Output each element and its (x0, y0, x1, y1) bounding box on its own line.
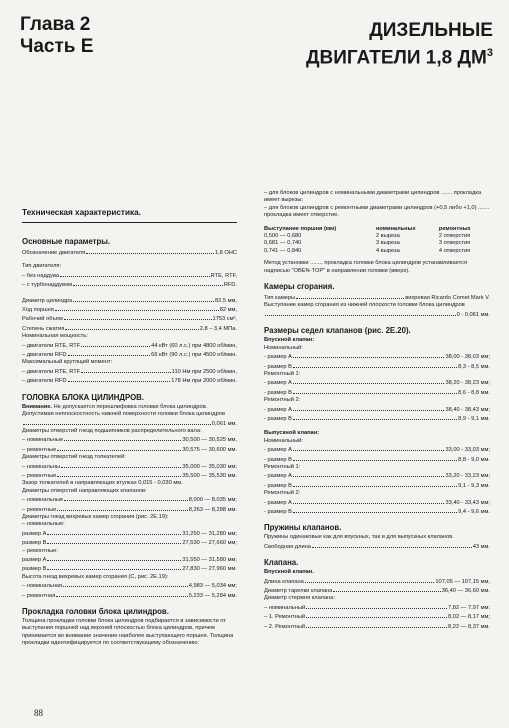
dot-leader (333, 586, 440, 592)
spec-value: 31,550 — 31,580 мм; (182, 557, 237, 563)
spec-row (22, 591, 237, 600)
spec-label: – номинальные (22, 437, 64, 444)
spec-value: 4,983 — 5,034 мм; (188, 583, 237, 590)
spec-row (22, 305, 237, 314)
spec-row (264, 481, 490, 490)
dot-leader (81, 341, 150, 347)
gasket-text: Толщина прокладки головки блока цилиндров подбирается в зависимости от выступания поршней над верхней плоскостью блока цилиндров, причем принимается во внимание значение наиболее выступающего поршня. Толщина прокладки идентифицируется по соответствующему обозначению: (22, 618, 234, 647)
spec-label: - размер A (264, 447, 292, 454)
spec-value: 107,05 — 107,15 мм, (435, 578, 490, 585)
spec-label: Обозначение двигателя (22, 250, 86, 256)
dot-leader (73, 280, 223, 286)
guide-gap-text: Зазор толкателей в направляющих втулках 0,015 - 0,030 мм. (22, 480, 183, 487)
spec-value: 7,82 — 7,97 мм; (448, 604, 490, 611)
spec-row (264, 542, 490, 551)
dot-leader (65, 324, 198, 330)
spec-row (264, 445, 490, 454)
dot-leader (61, 462, 181, 468)
spec-label: - размер B (264, 389, 292, 396)
identification-text: – для блоков цилиндров с ремонтными диаметрами цилиндров (+0,5 либо +1,0) (264, 204, 477, 211)
spec-row (264, 378, 490, 387)
dot-leader (296, 293, 404, 299)
table-cell: 0,681 — 0,740 (264, 240, 302, 247)
seats-title: Размеры седел клапанов (рис. 2E.20). (264, 326, 411, 336)
spec-value: 110 Нм при 2500 об/мин, (171, 368, 237, 375)
spec-row (264, 507, 490, 516)
spec-row (22, 538, 237, 547)
spec-value: 8,8 - 9,0 мм. (458, 456, 490, 463)
flatness-text: Допустимая неплоскостность нижней поверхности головки блока цилиндров (22, 411, 225, 418)
dot-leader (293, 455, 457, 461)
dot-leader (306, 603, 447, 609)
spec-row (22, 248, 237, 257)
dot-leader (57, 505, 187, 511)
height-text: Высота гнезд вихревых камер сгорания (C, рис. 2E.19): (22, 573, 169, 580)
dot-leader (293, 362, 457, 368)
page-number: 88 (34, 708, 43, 718)
chambers-text: Выступание камер сгорания из нижней плоскости головки блока цилиндров (264, 302, 465, 309)
spec-label: - размер B (264, 482, 292, 489)
dot-leader (265, 310, 456, 316)
table-row (264, 248, 490, 255)
flatness-row (22, 419, 237, 428)
spec-value: 30,575 — 30,600 мм. (182, 446, 237, 453)
spec-label: - размер A (264, 499, 292, 506)
spec-value: 30,500 — 30,525 мм, (182, 437, 237, 444)
dot-leader (64, 495, 188, 501)
method-text: Метод установки ........ прокладка головки блока цилиндров устанавливается надписью "OBEN-TOP" в направлении головки (вверх). (264, 260, 468, 274)
spec-value: RFD. (223, 282, 237, 289)
identification-text: – для блоков цилиндров с номинальными диаметрами цилиндров (264, 190, 440, 196)
spec-label: – ремонтные (22, 506, 57, 513)
spec-label: – номинальная (22, 583, 63, 590)
spec-label: - размер A (264, 406, 292, 413)
spec-row (22, 367, 237, 376)
spec-value: 9,4 - 9,6 мм. (458, 509, 490, 515)
spec-label: размер B (22, 566, 47, 573)
spec-value: 2,8 – 3,4 МПа. (199, 325, 237, 332)
chambers-title: Камеры сгорания. (264, 282, 335, 292)
spec-label: – двигатели RTE, RTF (22, 342, 81, 349)
spec-row (22, 314, 237, 323)
title-line-1: ДИЗЕЛЬНЫЕ (369, 20, 493, 41)
spec-value: 82,5 мм, (214, 297, 237, 304)
spec-value: 31,250 — 31,280 мм; (182, 530, 237, 537)
table-cell: 4 отверстия (438, 247, 471, 254)
gasket-title: Прокладка головки блока цилиндров. (22, 607, 169, 617)
piston-table (264, 226, 490, 256)
right-column (264, 190, 490, 631)
dot-leader (68, 376, 171, 382)
valves-subtitle: Впускной клапан. (264, 569, 314, 576)
dot-leader (293, 405, 445, 411)
exhaust-title: Выпускной клапан: (264, 430, 320, 437)
table-header-row (264, 226, 490, 233)
spec-label: – двигатели RFD (22, 352, 67, 359)
dot-leader (293, 498, 445, 504)
power-heading: Номинальная мощность: (22, 333, 88, 340)
spec-value: 8,9 - 9,1 мм. (458, 415, 490, 422)
table-cell: 3 выреза (375, 240, 400, 247)
note-text: Не допускается перешлифовка головки блока цилиндров. (53, 403, 208, 410)
group-name: Ремонтный 2: (264, 490, 301, 497)
tappet-text: Диаметры отверстий гнезд толкателей: (22, 454, 126, 461)
spec-row (264, 498, 490, 507)
title-line-2-text: ДВИГАТЕЛИ 1,8 ДМ (306, 47, 487, 69)
spec-label: Свободная длина (264, 543, 311, 550)
spec-value: 38,00 - 38,03 мм; (445, 354, 490, 361)
spec-label: Ход поршня (22, 307, 54, 314)
stem-heading: Диаметр стержня клапана: (264, 595, 335, 602)
title-line-2 (306, 42, 493, 69)
group-name: Ремонтный 2: (264, 397, 301, 404)
gasket-identification: – для блоков цилиндров с номинальными диаметрами цилиндров ....... прокладка имеет вырезы; (264, 190, 482, 204)
identification-value: прокладка имеет отверстие. (264, 212, 339, 219)
spec-value: 8,3 - 8,5 мм. (458, 363, 490, 370)
spec-label: - размер A (264, 473, 292, 480)
table-cell: 0,741 — 0,840 (264, 247, 302, 254)
spec-row (264, 586, 490, 595)
spec-row (22, 505, 237, 514)
spec-row (264, 455, 490, 464)
dot-leader (47, 555, 181, 561)
spec-label: - размер B (264, 456, 292, 463)
spec-row (22, 564, 237, 573)
spec-value: 35,500 — 35,530 мм. (182, 472, 237, 479)
chambers-value: 0 - 0,061 мм. (456, 311, 490, 318)
spec-value: 36,40 — 36,60 мм. (441, 588, 490, 595)
dot-leader (81, 367, 170, 373)
spec-row (22, 296, 237, 305)
spec-value: 8,000 — 8,035 мм; (188, 497, 237, 504)
spec-row (264, 471, 490, 480)
spec-row (22, 341, 237, 350)
dot-leader (293, 481, 457, 487)
spec-label: – 1. Ремонтный (264, 614, 305, 621)
spec-row (22, 280, 237, 289)
spec-label: Диаметр тарелки клапана (264, 588, 333, 595)
tech-title: Техническая характеристика. (22, 208, 141, 217)
dot-leader (293, 352, 445, 358)
spec-row (22, 271, 237, 280)
spec-row (22, 495, 237, 504)
chambers-value-row (264, 310, 490, 319)
dot-leader (293, 378, 445, 384)
left-column (22, 230, 237, 648)
spec-value: 33,00 - 33,03 мм; (445, 447, 490, 454)
group-name: Номинальный: (264, 344, 303, 351)
spec-label: размер A (22, 530, 47, 537)
spec-label: - размер B (264, 415, 292, 422)
spec-value: 38,40 - 38,43 мм; (445, 406, 490, 413)
spec-value: 38,20 - 38,23 мм; (445, 380, 490, 387)
spec-row (22, 529, 237, 538)
spec-row (264, 352, 490, 361)
spec-row (264, 603, 490, 612)
spec-row (264, 405, 490, 414)
spec-value: 8,02 — 8,17 мм; (448, 614, 490, 621)
spec-row (22, 462, 237, 471)
spec-value: 8,263 — 8,288 мм. (188, 506, 237, 513)
gasket-identification: – для блоков цилиндров с ремонтными диаметрами цилиндров (+0,5 либо +1,0) ....... прокладка имеет отверстие. (264, 204, 490, 219)
spec-label: – номинальные (22, 497, 64, 504)
spec-label: – ремонтные (22, 472, 57, 479)
flatness-value: 0,061 мм. (211, 420, 237, 427)
table-header-cell: ремонтных (438, 225, 471, 232)
dot-leader (306, 622, 447, 628)
spec-row (264, 362, 490, 371)
chapter-label: Глава 2 (20, 14, 91, 35)
spec-row (22, 324, 237, 333)
spec-row (22, 581, 237, 590)
spec-value: вихревая Ricardo Comet Mark V. (405, 295, 490, 302)
spec-value: 27,830 — 27,960 мм. (182, 566, 237, 573)
spec-value: 5,233 — 5,284 мм. (188, 592, 237, 599)
spec-value: 1753 см³, (212, 316, 237, 323)
spec-row (264, 612, 490, 621)
table-row (264, 240, 490, 247)
spec-value: 33,20 - 33,23 мм; (445, 473, 490, 480)
torque-heading: Максимальный крутящий момент: (22, 359, 113, 366)
dot-leader (86, 248, 214, 254)
dot-leader (293, 507, 457, 513)
spec-label: – без наддува (22, 272, 60, 279)
guide-hole-text: Диаметры отверстий направляющих клапанов: (22, 487, 147, 494)
inlet-title: Впускной клапан: (264, 337, 315, 344)
identification-value: прокладка имеет вырезы; (264, 190, 482, 204)
spec-label: - размер A (264, 354, 292, 361)
spec-value: 82 мм, (219, 307, 237, 314)
dot-leader (305, 577, 435, 583)
dot-leader (64, 314, 212, 320)
spec-value: 35,000 — 35,030 мм; (182, 463, 237, 470)
main-params-title: Основные параметры. (22, 237, 111, 246)
title-superscript: 3 (486, 47, 493, 59)
dot-leader (293, 445, 445, 451)
spec-value: 27,530 — 27,660 мм; (182, 540, 237, 547)
spec-label: – двигатели RFD (22, 378, 67, 385)
spec-row (264, 622, 490, 631)
spec-label: - размер B (264, 363, 292, 370)
head-note (22, 404, 237, 411)
dot-leader (23, 419, 211, 425)
note-label: Внимание. (22, 403, 53, 410)
dot-leader (293, 471, 445, 477)
spec-label: размер B (22, 540, 47, 547)
dot-leader (56, 591, 187, 597)
spec-label: Длина клапана (264, 578, 304, 585)
spec-row (264, 414, 490, 423)
spec-label: – 2. Ремонтный (264, 623, 305, 630)
dot-leader (47, 529, 181, 535)
springs-text: Пружины одинаковые как для впускных, так и для выпускных клапанов. (264, 534, 454, 541)
spec-label: – номинальны (22, 463, 60, 470)
dot-leader (47, 538, 181, 544)
table-row (264, 233, 490, 240)
spec-value: 1,8 OHC (214, 250, 237, 256)
spec-label: размер A (22, 557, 47, 563)
swirl-text: Диаметры гнезд вихревых камер сгорания (рис. 2E.19): (22, 513, 169, 520)
spec-row (22, 471, 237, 480)
spec-value: 178 Нм при 2000 об/мин. (171, 378, 237, 385)
engine-type-heading: Тип двигателя: (22, 263, 62, 270)
spec-row (22, 376, 237, 385)
spec-row (22, 445, 237, 454)
spec-value: 9,1 - 9,3 мм. (458, 482, 490, 489)
dot-leader (73, 296, 214, 302)
spec-row (264, 388, 490, 397)
dot-leader (47, 564, 181, 570)
spec-value: 8,6 - 8,8 мм. (458, 389, 490, 396)
method-label: Метод установки (264, 260, 309, 267)
spec-label: - размер A (264, 380, 292, 387)
table-cell: 4 выреза (375, 247, 400, 254)
dot-leader (57, 471, 181, 477)
dot-leader (306, 612, 447, 618)
part-label: Часть E (20, 36, 94, 57)
spec-value: 8,22 — 8,37 мм. (448, 623, 490, 630)
dot-leader (293, 414, 457, 420)
table-cell: 2 выреза (375, 233, 400, 240)
spec-label: Тип камеры (264, 295, 296, 302)
dot-leader (68, 350, 151, 356)
spec-label: - размер B (264, 509, 292, 515)
spec-label: – двигатели RTE, RTF (22, 368, 81, 375)
dot-leader (63, 581, 188, 587)
group-name: Ремонтный 1: (264, 463, 301, 470)
chapter-header (20, 14, 93, 58)
spec-label: – номинальный (264, 604, 306, 611)
group-name: Номинальный: (264, 437, 303, 444)
dot-leader (293, 388, 457, 394)
table-cell: 3 отверстия (438, 240, 471, 247)
spec-label: Диаметр цилиндра (22, 297, 73, 304)
valves-title: Клапана. (264, 558, 299, 568)
bearing-text: Диаметры отверстий гнезд подшипников распределительного вала: (22, 427, 202, 434)
spec-value: 43 мм. (472, 543, 490, 550)
spec-label: – ремонтная (22, 592, 56, 599)
spec-value: 33,40 - 33,43 мм; (445, 499, 490, 506)
dot-leader (64, 435, 181, 441)
swirl-repair-label: – ремонтные: (22, 547, 58, 554)
dot-leader (60, 271, 210, 277)
dot-leader (55, 305, 219, 311)
spec-row (264, 577, 490, 586)
spec-label: Рабочий объем (22, 316, 63, 323)
springs-title: Пружины клапанов. (264, 523, 342, 533)
spec-label: – с турбонаддувом (22, 282, 73, 289)
spec-row (22, 555, 237, 564)
dot-leader (312, 542, 472, 548)
page-title (306, 20, 493, 69)
dot-leader (57, 445, 181, 451)
table-header-cell: Выступание поршня (мм) (264, 225, 337, 232)
spec-row (22, 435, 237, 444)
spec-label: Степень сжатия (22, 325, 65, 332)
group-name: Ремонтный 1: (264, 370, 301, 377)
table-cell: 0,500 — 0,680 (264, 233, 302, 240)
section-divider (22, 222, 237, 223)
cylinder-head-title: ГОЛОВКА БЛОКА ЦИЛИНДРОВ. (22, 392, 144, 402)
swirl-nominal-label: – номинальные: (22, 521, 65, 528)
spec-value: RTE, RTF, (210, 272, 237, 279)
spec-value: 44 кВт (60 л.с.) при 4800 об/мин, (151, 342, 237, 349)
table-header-cell: номинальных (375, 225, 416, 232)
method-value: прокладка головки блока цилиндров устанавливается надписью "OBEN-TOP" в направлении головки (вверх). (264, 260, 468, 274)
spec-value: 66 кВт (90 л.с.) при 4500 об/мин. (151, 352, 237, 359)
spec-label: – ремонтные (22, 446, 57, 453)
table-cell: 2 отверстия (438, 233, 471, 240)
